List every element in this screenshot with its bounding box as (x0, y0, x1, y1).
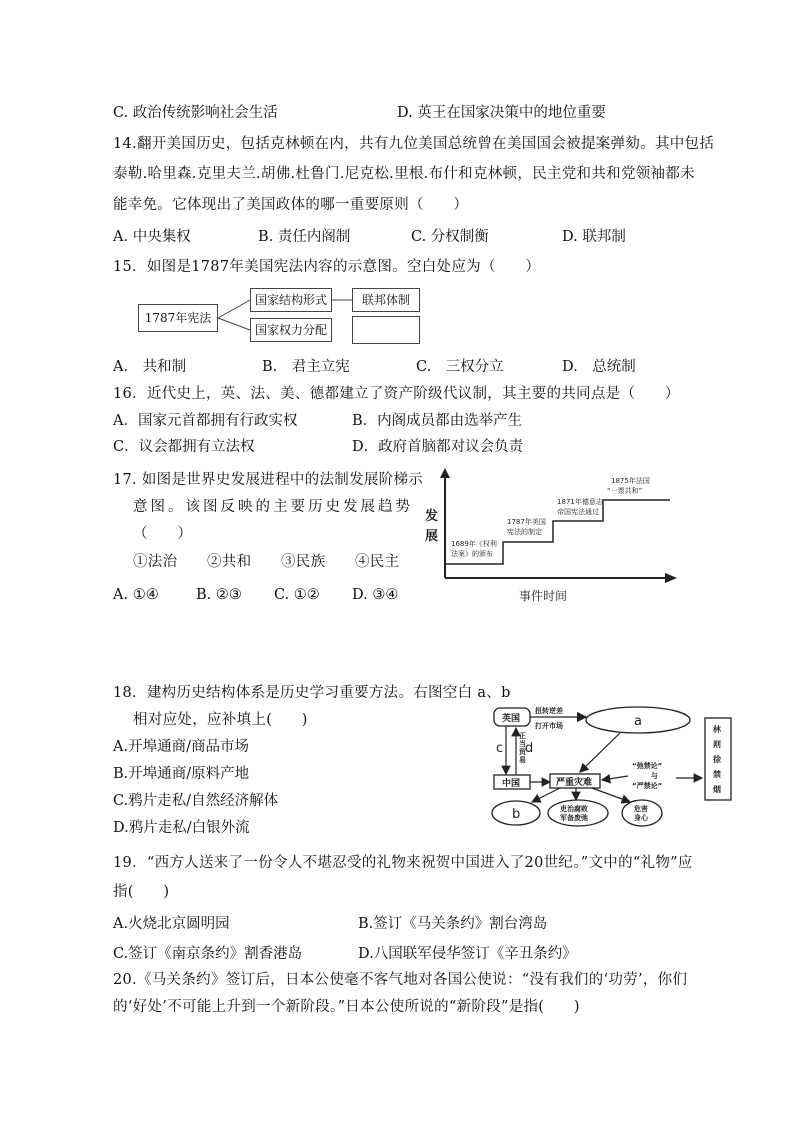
q18-corrupt-2: 军备废弛 (560, 814, 588, 822)
q17-step3-l1: 1871年德意志 (557, 498, 603, 506)
q15-option-c: C. 三权分立 (416, 359, 504, 375)
q17-y-arrow (440, 468, 450, 478)
q18-label-d: d (525, 741, 534, 756)
q17-step1-l2: 法案》的颁布 (451, 550, 493, 558)
q14-stem-line-3: 能幸免。它体现出了美国政体的哪一重要原则（ ） (113, 197, 469, 213)
q18-arrow-top2: 打开市场 (535, 722, 563, 730)
q18-option-a: A.开埠通商/商品市场 (113, 739, 249, 755)
q18-trade-1: 正 (519, 732, 526, 740)
q17-step3-l2: 帝国宪法通过 (557, 508, 599, 516)
q15-branch-structure: 国家结构形式 (250, 288, 332, 312)
q13-option-c: C. 政治传统影响社会生活 (113, 105, 278, 121)
q14-stem-line-2: 泰勒.哈里森.克里夫兰.胡佛.杜鲁门.尼克松.里根.布什和克林顿，民主党和共和党领袖都未 (113, 166, 695, 182)
q19-option-d: D.八国联军侵华签订《辛丑条约》 (358, 946, 577, 962)
q15-stem: 15．如图是1787年美国宪法内容的示意图。空白处应为（ ） (113, 259, 541, 275)
q18-option-d: D.鸦片走私/白银外流 (113, 820, 250, 836)
q18-ban2: “严禁论” (632, 782, 663, 790)
q17-option-b: B. ②③ (196, 587, 242, 603)
q14-option-b: B. 责任内阁制 (258, 229, 351, 245)
q18-arrow-top1: 扭转逆差 (535, 707, 563, 715)
q19-option-b: B.签订《马关条约》割台湾岛 (358, 916, 548, 932)
q18-option-c: C.鸦片走私/自然经济解体 (113, 793, 279, 809)
q19-option-c: C.签订《南京条约》割香港岛 (113, 946, 303, 962)
q19-option-a: A.火烧北京圆明园 (113, 916, 230, 932)
q18-corrupt-1: 吏治腐败 (560, 805, 588, 813)
q18-trade-3: 贸 (519, 748, 526, 756)
q17-step1-l1: 1689年《权利 (451, 540, 497, 548)
q18-label-c: c (496, 741, 504, 756)
q18-lin-5: 烟 (713, 785, 721, 794)
q15-option-a: A. 共和制 (113, 359, 187, 375)
q13-option-d: D. 英王在国家决策中的地位重要 (397, 105, 606, 121)
q17-stem-line-3: （ ） (133, 526, 193, 542)
q18-option-b: B.开埠通商/原料产地 (113, 766, 250, 782)
q17-stem-line-1: 17. 如图是世界史发展进程中的法制发展阶梯示 (113, 472, 424, 488)
q18-china-label: 中国 (502, 779, 521, 789)
q17-step4-l1: 1875年法国 (611, 477, 650, 485)
q18-lin-3: 徐 (713, 755, 721, 764)
q18-arrow-crisis-b (532, 788, 560, 802)
q15-leaf-federal: 联邦体制 (352, 288, 420, 312)
q18-arrow-crisis-harm (592, 788, 630, 802)
q16-option-b: B．内阁成员都由选举产生 (352, 413, 523, 429)
q15-root-box: 1787年宪法 (138, 304, 218, 332)
q16-option-a: A．国家元首都拥有行政实权 (113, 413, 298, 429)
q20-stem-line-2: 的‘好处’不可能上升到一个新阶段。”日本公使所说的“新阶段”是指( ) (113, 999, 580, 1015)
q14-option-c: C. 分权制衡 (411, 229, 489, 245)
q20-stem-line-1: 20.《马关条约》签订后，日本公使毫不客气地对各国公使说：“没有我们的‘功劳’，你们 (113, 972, 688, 988)
q16-stem: 16．近代史上，英、法、美、德都建立了资产阶级代议制，其主要的共同点是（ ） (113, 386, 680, 402)
q14-option-a: A. 中央集权 (113, 229, 191, 245)
q18-trade-4: 易 (519, 756, 526, 764)
q18-trade-2: 当 (519, 740, 526, 748)
q18-label-a: a (634, 714, 642, 729)
q18-ban1: “弛禁论” (632, 762, 663, 770)
q18-stem-line-1: 18．建构历史结构体系是历史学习重要方法。右图空白 a、b (113, 685, 511, 701)
q16-option-d: D．政府首脑都对议会负责 (352, 439, 524, 455)
q17-ylabel-2: 展 (425, 529, 439, 544)
q18-arrow-debate (602, 776, 628, 780)
q18-harm-ellipse (622, 800, 662, 826)
q17-x-arrow (665, 573, 677, 583)
q18-ban-with: 与 (651, 772, 658, 780)
q18-label-b: b (512, 807, 521, 822)
q17-step2-l2: 宪法的制定 (507, 528, 542, 536)
q19-stem-line-1: 19．“西方人送来了一份令人不堪忍受的礼物来祝贺中国进入了20世纪。”文中的“礼物”应 (113, 855, 693, 871)
q17-step4-l2: “一票共和” (607, 487, 643, 495)
q14-option-d: D. 联邦制 (562, 229, 626, 245)
q18-stem-line-2: 相对应处，应补填上( ) (133, 712, 308, 728)
q15-branch-power: 国家权力分配 (250, 318, 332, 342)
q16-option-c: C．议会都拥有立法权 (113, 439, 255, 455)
q18-corrupt-ellipse (548, 800, 608, 826)
q19-stem-line-2: 指( ) (113, 884, 170, 900)
q18-structure-diagram (480, 700, 760, 835)
q18-lin-1: 林 (713, 725, 721, 734)
q14-stem-line-1: 14.翻开美国历史，包括克林顿在内，共有九位美国总统曾在美国国会被提案弹劾。其中包括 (113, 136, 715, 152)
q17-choices: ①法治 ②共和 ③民族 ④民主 (133, 554, 400, 570)
q17-step2-l1: 1787年美国 (507, 518, 546, 526)
q17-staircase-chart (415, 468, 685, 610)
q18-crisis-label: 严重灾难 (556, 778, 593, 788)
q18-lin-4: 禁 (713, 770, 721, 779)
q17-stem-line-2: 意图。该图反映的主要历史发展趋势 (133, 499, 413, 515)
q18-harm-2: 身心 (634, 814, 648, 822)
q15-option-d: D. 总统制 (562, 359, 636, 375)
q18-lin-2: 则 (713, 740, 721, 749)
q17-xlabel: 事件时间 (519, 589, 568, 603)
q18-harm-1: 危害 (634, 805, 648, 813)
q18-arrow-a-crisis (580, 733, 620, 772)
q18-britain-label: 英国 (502, 714, 521, 724)
q15-leaf-blank (352, 316, 420, 344)
q17-option-a: A. ①④ (113, 587, 159, 603)
q17-ylabel-1: 发 (425, 509, 439, 524)
q17-option-d: D. ③④ (352, 587, 399, 603)
q15-option-b: B. 君主立宪 (262, 359, 350, 375)
q17-option-c: C. ①② (274, 587, 320, 603)
